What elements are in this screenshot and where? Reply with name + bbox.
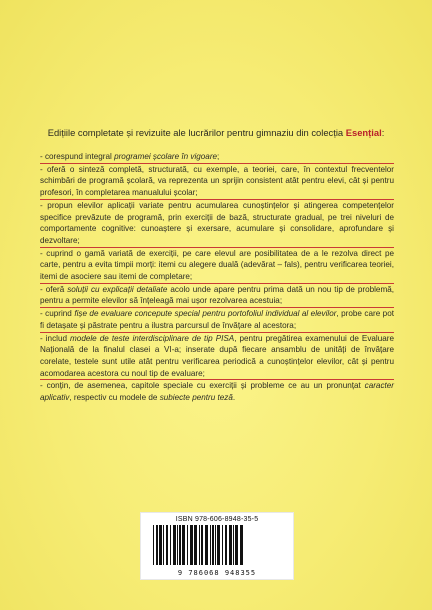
feature-text: acolo unde apare pentru prima dată un nou tip de problemă, pentru a permite elevilor să înțeleagă mai ușor rezolvarea acestuia; xyxy=(40,284,394,306)
barcode-bar xyxy=(194,525,197,565)
feature-item xyxy=(40,199,394,247)
feature-emphasis: soluții cu explicații detaliate xyxy=(67,284,168,294)
feature-item xyxy=(40,247,394,283)
barcode-bar xyxy=(177,525,178,565)
barcode-bar xyxy=(235,525,238,565)
feature-text: , probe care pot fi detașate și păstrate pentru a ilustra parcursul de învățare al acestora; xyxy=(40,309,394,330)
feature-text: - propun elevilor aplicații variate pentru acumularea cunoștințelor și atingerea competențelor specifice prevăzute de programă, prin exerciții de bază, structurate gradual, pe trei niveluri de comportamente cognitive: cunoaștere și exersare, acumulare și consolidare, aprofundare și dezvoltare; xyxy=(40,200,394,245)
barcode-bar xyxy=(163,525,164,565)
intro-paragraph xyxy=(40,126,392,139)
barcode-bar xyxy=(201,525,203,565)
barcode-bar xyxy=(199,525,200,565)
barcode-bar xyxy=(170,525,171,565)
barcode-bar xyxy=(233,525,234,565)
feature-text: - oferă xyxy=(40,284,68,294)
barcode-bar xyxy=(187,525,188,565)
barcode-bar xyxy=(166,525,168,565)
feature-emphasis: programei școlare în vigoare xyxy=(114,152,218,161)
feature-item xyxy=(40,163,394,199)
barcode-bar xyxy=(217,525,220,565)
feature-list xyxy=(40,151,394,404)
feature-emphasis: fișe de evaluare concepute special pentru portofoliul individual al elevilor xyxy=(74,309,337,319)
intro-colon: : xyxy=(381,127,385,138)
barcode-bar xyxy=(225,525,227,565)
barcode-bar xyxy=(222,525,223,565)
isbn-label: ISBN 978-606-8948-35-5 xyxy=(175,516,259,523)
barcode-bar xyxy=(153,525,154,565)
barcode-bar xyxy=(173,525,176,565)
barcode-box xyxy=(140,512,294,580)
feature-item xyxy=(40,379,394,403)
feature-emphasis: subiecte pentru teză xyxy=(159,393,233,403)
intro-text: Edițiile completate și revizuite ale lucrărilor pentru gimnaziu din colecția xyxy=(47,127,346,138)
barcode-bar xyxy=(205,525,208,565)
feature-text: - conțin, de asemenea, capitole speciale cu exerciții și probleme ce au un pronunțat xyxy=(40,381,365,391)
feature-text: - cuprind o gamă variată de exerciții, pe care elevul are posibilitatea de a le rezolva direct pe carte, pentru a evita timpii morți: itemi cu alegere duală (adevărat – fals), pentru verificarea teoriei, itemi de asociere sau itemi de completare; xyxy=(40,248,394,282)
feature-text: , pentru pregătirea examenului de Evaluare Națională de la finalul clasei a VI-a; inserate după fiecare ansamblu de unități de învățare corelate, testele sunt utile atât pentru verificarea periodică a cunoștințelor elevilor, cât și pentru acomodarea acestora cu noul tip de evaluare; xyxy=(40,333,395,378)
barcode-bar xyxy=(212,525,214,565)
feature-item xyxy=(40,151,394,163)
barcode-bar xyxy=(190,525,193,565)
barcode-digits: 9 786068 948355 xyxy=(177,569,257,577)
barcode-bar xyxy=(210,525,211,565)
barcode-bar xyxy=(240,525,243,565)
feature-text: - corespund integral xyxy=(40,152,115,161)
feature-text: - includ xyxy=(40,333,71,343)
barcode-bar xyxy=(179,525,181,565)
feature-text: - oferă o sinteză completă, structurată, cu exemple, a teoriei, care, în contextul frecventelor schimbări de programă școlară, va reprezenta un sprijin consistent atât pentru elevi, cât și pentru profesori, în completarea manualului școlar; xyxy=(40,164,394,198)
feature-item xyxy=(40,307,394,331)
collection-name: Esențial xyxy=(345,127,382,138)
feature-text: - cuprind xyxy=(40,309,75,319)
feature-text: . xyxy=(232,393,236,403)
barcode-bar xyxy=(156,525,158,565)
feature-item xyxy=(40,283,394,307)
feature-emphasis: modele de teste interdisciplinare de tip PISA xyxy=(70,333,235,343)
feature-text: , respectiv cu modele de xyxy=(69,393,160,403)
barcode-bar xyxy=(182,525,185,565)
barcode-bars xyxy=(151,525,283,565)
barcode-bar xyxy=(229,525,232,565)
barcode-bar xyxy=(215,525,216,565)
feature-emphasis: caracter aplicativ xyxy=(40,381,394,403)
feature-item xyxy=(40,332,394,380)
feature-text: ; xyxy=(217,152,220,161)
barcode-bar xyxy=(159,525,162,565)
